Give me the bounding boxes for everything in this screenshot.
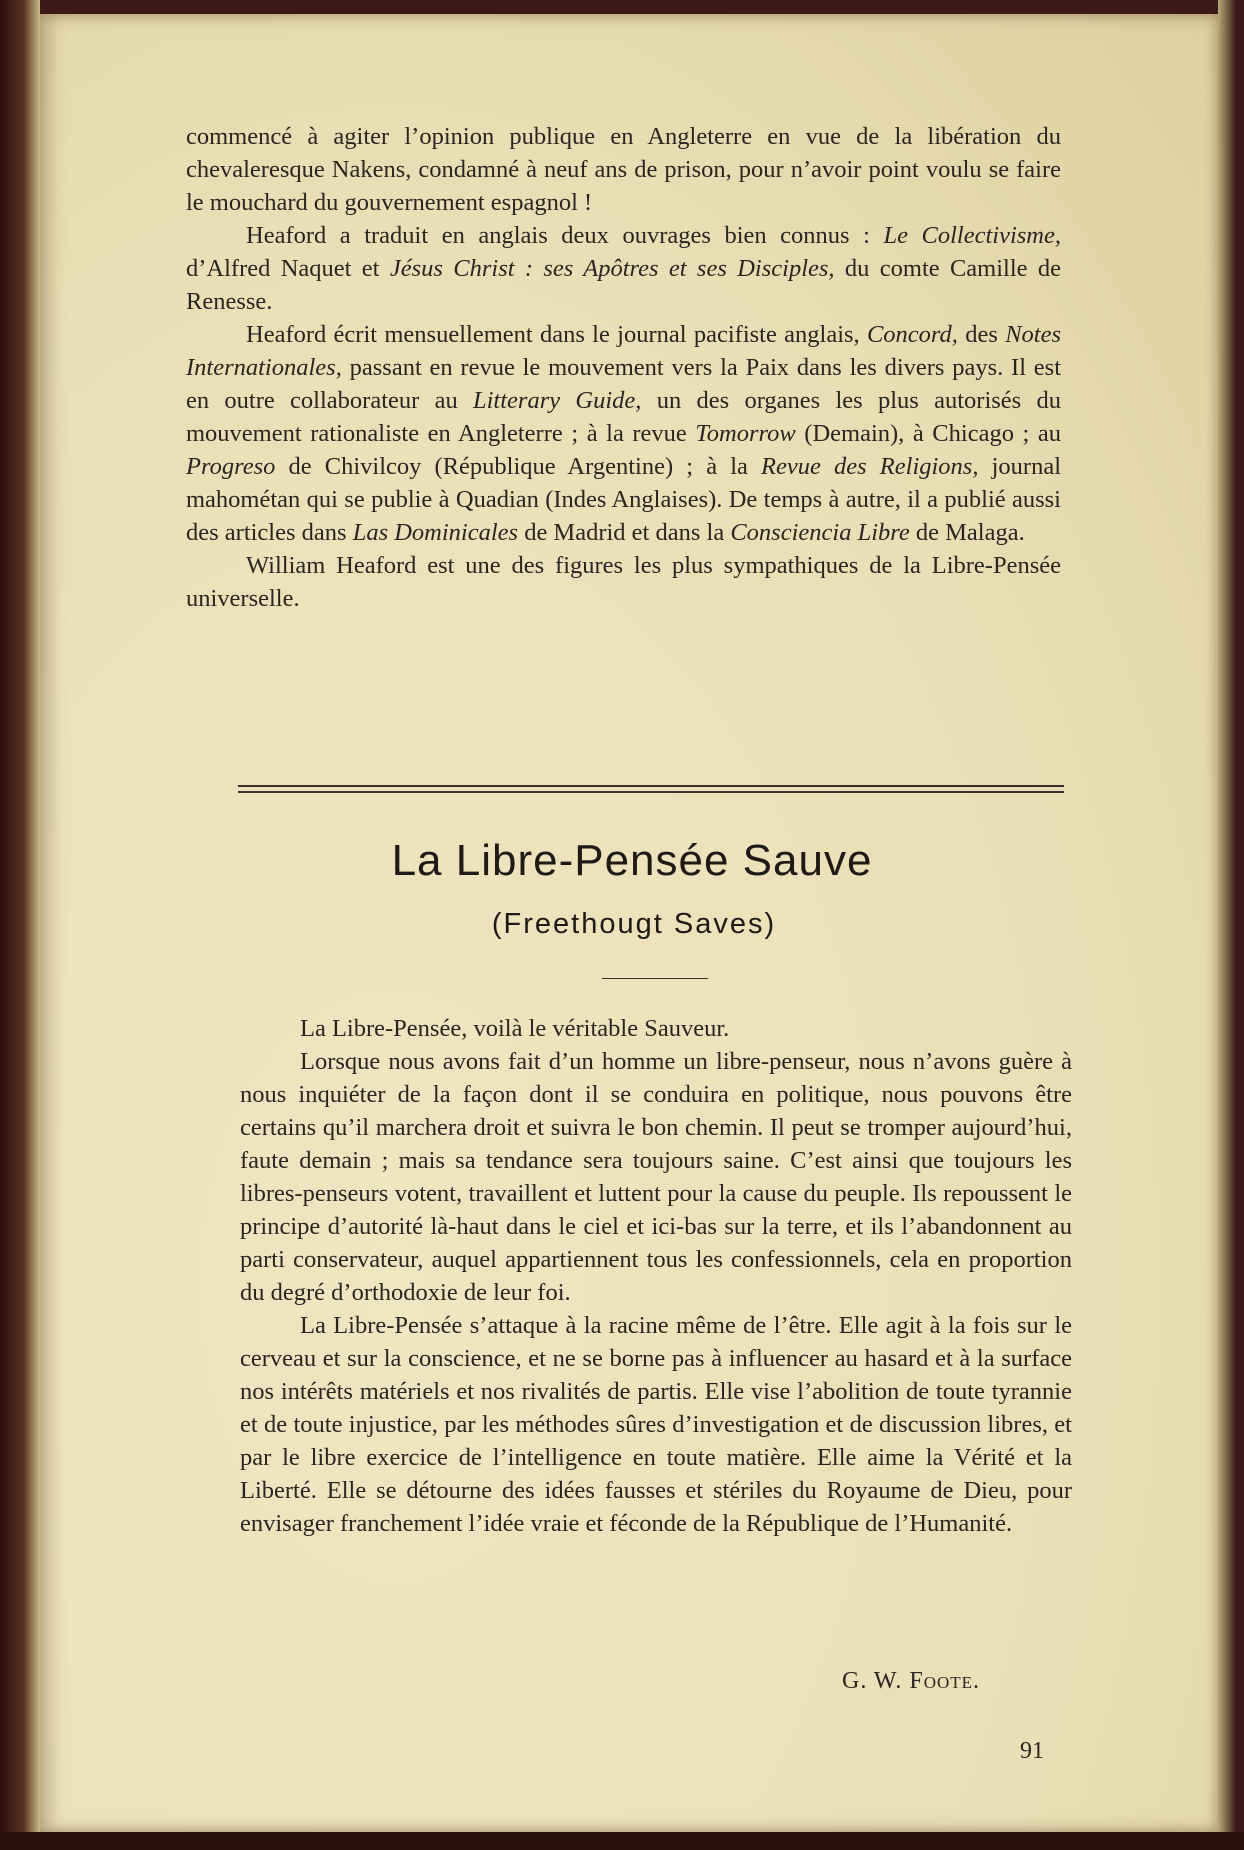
article-paragraph-3: La Libre-Pensée s’attaque à la racine même de l’être. Elle agit à la fois sur le cerveau et sur la conscience, et ne se borne pas à influencer au hasard et à la surface nos intérêts matériels et nos rivalités de partis. Elle vise l’abolition de toute tyrannie et de toute injustice, par les méthodes sûres d’investigation et de discussion libres, et par le libre exercice de l’intelligence en toute matière. Elle aime la Vérité et la Liberté. Elle se détourne des idées fausses et stériles du Royaume de Dieu, pour envisager franchement l’idée vraie et féconde de la République de l’Humanité. [240, 1312, 1072, 1537]
author-signature: G. W. Foote. [842, 1668, 981, 1694]
journal-consciencia-libre: Consciencia Libre [730, 519, 910, 546]
page-edge-bottom [0, 1832, 1244, 1850]
article-paragraph-1: La Libre-Pensée, voilà le véritable Sauveur. [300, 1015, 730, 1042]
title-underline [602, 978, 708, 979]
article-subtitle: (Freethougt Saves) [491, 908, 777, 940]
journal-notes-internationales: Notes Internationales, [186, 321, 1062, 381]
article-title: La Libre-Pensée Sauve [391, 836, 873, 885]
book-title-collectivisme: Le Collectivisme, [883, 222, 1061, 249]
paragraph-nakens: commencé à agiter l’opinion publique en Angleterre en vue de la libération du chevaleresque Nakens, condamné à neuf ans de prison, pour n’avoir point voulu se faire le mouchard du gouvernement espagnol ! [186, 123, 1061, 216]
article-body [240, 1012, 1072, 1540]
author-name: Foote. [909, 1668, 981, 1694]
journal-concord: Concord, [866, 321, 958, 348]
journal-las-dominicales: Las Dominicales [352, 519, 519, 546]
paragraph-heaford-summary: William Heaford est une des figures les plus sympathiques de la Libre-Pensée universelle. [186, 552, 1061, 612]
section-divider-bottom [238, 791, 1064, 793]
journal-progreso: Progreso [186, 453, 276, 480]
article-paragraph-2: Lorsque nous avons fait d’un homme un libre-penseur, nous n’avons guère à nous inquiéter de la façon dont il se conduira en politique, nous pouvons être certains qu’il marchera droit et suivra le bon chemin. Il peut se tromper aujourd’hui, faute demain ; mais sa tendance sera toujours saine. C’est ainsi que toujours les libres-penseurs votent, travaillent et luttent pour la cause du peuple. Ils repoussent le principe d’autorité là-haut dans le ciel et ici-bas sur la terre, et ils l’abandonnent au parti conservateur, auquel appartiennent tous les confessionnels, cela en proportion du degré d’orthodoxie de leur foi. [240, 1048, 1072, 1306]
previous-article-continuation [186, 120, 1061, 615]
journal-tomorrow: Tomorrow [695, 420, 796, 447]
journal-revue-des-religions: Revue des Religions, [761, 453, 979, 480]
paragraph-translations: Heaford a traduit en anglais deux ouvrages bien connus : Le Collectivisme, d’Alfred Naquet et Jésus Christ : ses Apôtres et ses Disciples, du comte Camille de Renesse. [186, 222, 1062, 315]
journal-litterary-guide: Litterary Guide, [473, 387, 642, 414]
book-title-jesus-christ: Jésus Christ : ses Apôtres et ses Disciples, [389, 255, 835, 282]
section-divider-top [238, 785, 1064, 787]
paragraph-publications: Heaford écrit mensuellement dans le journal pacifiste anglais, Concord, des Notes Internationales, passant en revue le mouvement vers la Paix dans les divers pays. Il est en outre collaborateur au Litterary Guide, un des organes les plus autorisés du mouvement rationaliste en Angleterre ; à la revue Tomorrow (Demain), à Chicago ; au Progreso de Chivilcoy (République Argentine) ; à la Revue des Religions, journal mahométan qui se publie à Quadian (Indes Anglaises). De temps à autre, il a publié aussi des articles dans Las Dominicales de Madrid et dans la Consciencia Libre de Malaga. [186, 321, 1062, 546]
page-number: 91 [1020, 1738, 1044, 1764]
